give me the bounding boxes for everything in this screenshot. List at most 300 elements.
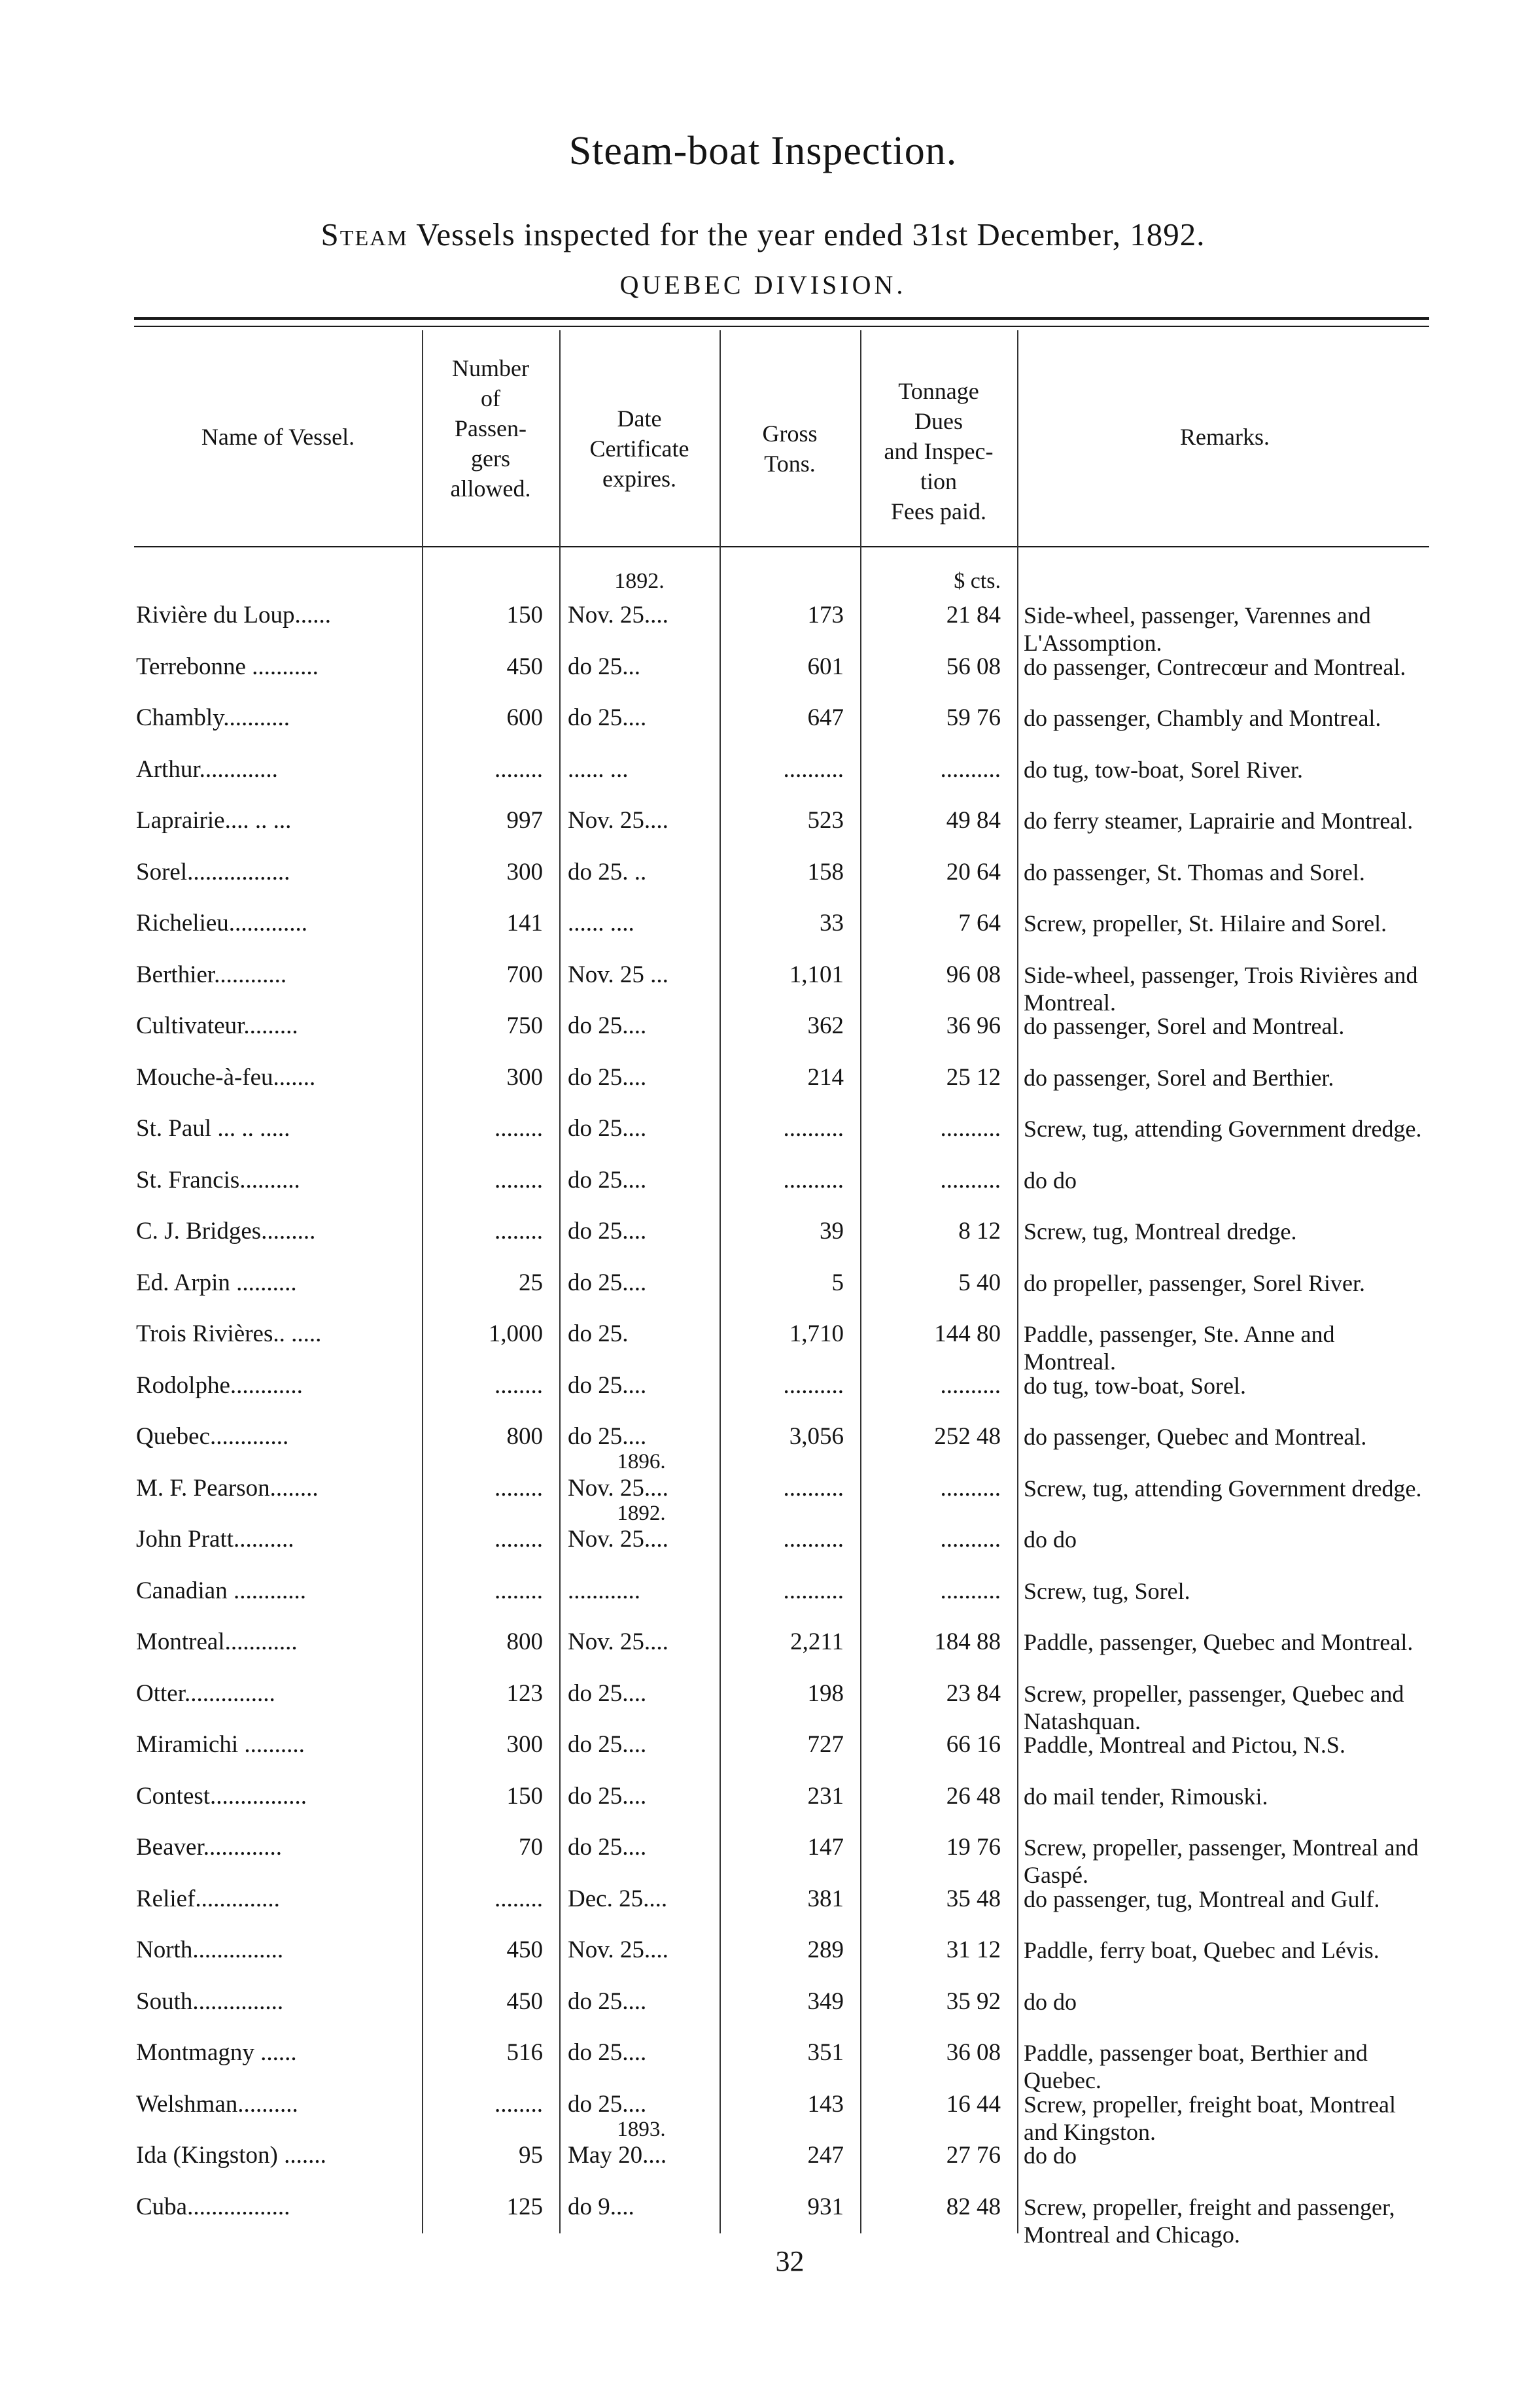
fees-paid-cell: [863, 1115, 1001, 1143]
remarks-cell-text: Side-wheel, passenger, Varennes and L'Assomption.: [1024, 602, 1371, 656]
vessel-name-cell-text: St. Paul ... .. .....: [136, 1115, 290, 1142]
certificate-date-cell: [568, 2142, 715, 2169]
vessel-name-cell: [136, 1372, 417, 1400]
remarks-cell: [1024, 756, 1429, 783]
table-row: [0, 756, 1526, 808]
vessel-name-cell: [136, 1680, 417, 1708]
vessel-name-cell: [136, 1526, 417, 1553]
table-row: [0, 704, 1526, 756]
certificate-date-cell-text: Nov. 25....: [568, 1628, 668, 1655]
vessel-name-cell-text: Sorel.................: [136, 858, 290, 886]
table-row: [0, 1577, 1526, 1629]
fees-paid-cell: [863, 1167, 1001, 1194]
vessel-name-cell: [136, 602, 417, 629]
fees-paid-cell: [863, 1218, 1001, 1245]
remarks-cell: [1024, 602, 1429, 657]
vessel-name-cell-text: Welshman..........: [136, 2090, 298, 2118]
remarks-cell-text: Screw, tug, attending Government dredge.: [1024, 1116, 1422, 1142]
fees-paid-cell-text: 35 92: [946, 1987, 1001, 2015]
passengers-cell: [425, 1012, 543, 1040]
certificate-year-label: 1892.: [617, 1501, 666, 1525]
gross-tons-cell: [723, 859, 844, 886]
passengers-cell-text: 750: [506, 1012, 543, 1039]
remarks-cell-text: Screw, tug, attending Government dredge.: [1024, 1475, 1422, 1502]
fees-paid-cell-text: 56 08: [946, 653, 1001, 680]
gross-tons-cell-text: 523: [807, 807, 844, 834]
table-row: [0, 1526, 1526, 1577]
table-row: [0, 1012, 1526, 1064]
remarks-cell: [1024, 1885, 1429, 1913]
vessel-name-cell: [136, 1167, 417, 1194]
fees-paid-cell-text: 21 84: [946, 602, 1001, 628]
table-row: [0, 1936, 1526, 1988]
vessel-name-cell: [136, 756, 417, 783]
certificate-date-cell-text: do 25....: [568, 1731, 647, 1758]
certificate-year-label: 1893.: [617, 2117, 666, 2141]
fees-paid-cell-text: 184 88: [934, 1628, 1001, 1655]
certificate-date-cell: [568, 1115, 715, 1143]
vessel-name-cell-text: St. Francis..........: [136, 1166, 300, 1194]
fees-paid-cell: [863, 2193, 1001, 2221]
gross-tons-cell: [723, 1988, 844, 2016]
remarks-cell-text: Paddle, Montreal and Pictou, N.S.: [1024, 1732, 1345, 1758]
vessel-name-cell: [136, 1475, 417, 1502]
certificate-date-cell-text: do 25....: [568, 1063, 647, 1091]
certificate-date-cell: [568, 756, 715, 783]
vessel-name-cell: [136, 1064, 417, 1092]
table-row: [0, 1834, 1526, 1888]
gross-tons-cell-text: 349: [807, 1987, 844, 2015]
fees-paid-cell: [863, 910, 1001, 937]
fees-paid-cell: [863, 1475, 1001, 1502]
vessel-name-cell-text: Beaver.............: [136, 1834, 282, 1861]
remarks-cell: [1024, 961, 1429, 1016]
remarks-cell: [1024, 653, 1429, 681]
passengers-cell: [425, 1628, 543, 1656]
certificate-date-cell-text: ............: [568, 1577, 640, 1604]
fees-paid-cell: [863, 653, 1001, 681]
gross-tons-cell-text: 1,710: [789, 1320, 844, 1347]
remarks-cell-text: Screw, tug, Montreal dredge.: [1024, 1218, 1297, 1245]
remarks-cell-text: do passenger, Chambly and Montreal.: [1024, 705, 1381, 731]
passengers-cell: [425, 1115, 543, 1143]
gross-tons-cell: [723, 1783, 844, 1810]
certificate-date-cell: [568, 704, 715, 732]
vessel-name-cell-text: Contest................: [136, 1782, 307, 1810]
certificate-date-cell-text: do 25...: [568, 653, 640, 680]
remarks-cell-text: Paddle, passenger boat, Berthier and Quebec.: [1024, 2040, 1368, 2093]
remarks-cell: [1024, 1680, 1429, 1735]
passengers-cell-text: 1,000: [488, 1320, 543, 1347]
remarks-cell-text: Screw, propeller, passenger, Quebec and Natashquan.: [1024, 1680, 1404, 1734]
passengers-cell-text: ........: [494, 1218, 543, 1245]
passengers-cell: [425, 1269, 543, 1297]
passengers-cell-text: 450: [506, 653, 543, 680]
passengers-cell-text: 125: [506, 2193, 543, 2220]
gross-tons-cell: [723, 1218, 844, 1245]
remarks-cell-text: Paddle, ferry boat, Quebec and Lévis.: [1024, 1937, 1379, 1963]
remarks-cell: [1024, 1423, 1429, 1451]
page-number: 32: [775, 2245, 805, 2277]
passengers-cell: [425, 1320, 543, 1348]
passengers-cell-text: 123: [506, 1679, 543, 1707]
table-row: [0, 1115, 1526, 1167]
table-row: [0, 1885, 1526, 1937]
vessel-name-cell: [136, 653, 417, 681]
top-rule-thin: [134, 326, 1429, 327]
gross-tons-cell-text: 247: [807, 2142, 844, 2169]
remarks-cell-text: Screw, propeller, freight and passenger, Montreal and Chicago.: [1024, 2193, 1395, 2248]
vessel-name-cell: [136, 1320, 417, 1348]
gross-tons-cell: [723, 1526, 844, 1553]
certificate-date-cell-text: do 25....: [568, 1166, 647, 1194]
fees-paid-cell: [863, 1834, 1001, 1861]
passengers-cell-text: 70: [519, 1834, 543, 1861]
fees-paid-cell-text: ..........: [940, 1371, 1001, 1399]
fees-paid-cell: [863, 859, 1001, 886]
certificate-date-cell-text: do 25....: [568, 1987, 647, 2015]
fees-paid-cell-text: ..........: [940, 1474, 1001, 1502]
passengers-cell: [425, 2039, 543, 2067]
passengers-cell-text: 95: [519, 2142, 543, 2169]
passengers-cell-text: ........: [494, 755, 543, 783]
gross-tons-cell: [723, 653, 844, 681]
remarks-cell: [1024, 1064, 1429, 1092]
vessel-name-cell-text: Ed. Arpin ..........: [136, 1269, 297, 1296]
fees-paid-cell: [863, 2142, 1001, 2169]
gross-tons-cell-text: 2,211: [790, 1628, 844, 1655]
passengers-cell-text: 25: [519, 1269, 543, 1296]
table-row: [0, 1988, 1526, 2040]
passengers-cell: [425, 1167, 543, 1194]
passengers-cell-text: 300: [506, 1731, 543, 1758]
gross-tons-cell-text: 33: [820, 910, 844, 937]
remarks-cell: [1024, 2091, 1429, 2146]
remarks-cell-text: do mail tender, Rimouski.: [1024, 1783, 1268, 1810]
subtitle-rest: Vessels inspected for the year ended 31st December, 1892.: [408, 216, 1205, 252]
gross-tons-cell: [723, 602, 844, 629]
certificate-date-cell-text: do 9....: [568, 2193, 634, 2220]
year-label: 1892.: [614, 569, 665, 593]
fees-paid-cell-text: 144 80: [934, 1320, 1001, 1347]
gross-tons-cell-text: 351: [807, 2039, 844, 2066]
gross-tons-cell: [723, 1012, 844, 1040]
vessel-name-cell: [136, 1628, 417, 1656]
passengers-cell-text: ........: [494, 2090, 543, 2118]
vessel-name-cell: [136, 2091, 417, 2118]
fees-paid-cell-text: 8 12: [958, 1218, 1001, 1245]
vessel-name-cell-text: Richelieu.............: [136, 910, 308, 937]
gross-tons-cell: [723, 2142, 844, 2169]
passengers-cell: [425, 653, 543, 681]
certificate-date-cell-text: ...... ....: [568, 910, 634, 937]
gross-tons-cell-text: 931: [807, 2193, 844, 2220]
passengers-cell: [425, 2091, 543, 2118]
remarks-cell-text: Paddle, passenger, Quebec and Montreal.: [1024, 1629, 1413, 1655]
remarks-cell: [1024, 2193, 1429, 2248]
remarks-cell-text: do do: [1024, 2142, 1077, 2169]
gross-tons-cell: [723, 1628, 844, 1656]
table-row: [0, 1783, 1526, 1834]
gross-tons-cell: [723, 1320, 844, 1348]
vessel-name-cell-text: Montreal............: [136, 1628, 298, 1655]
passengers-cell: [425, 1834, 543, 1861]
gross-tons-cell: [723, 2039, 844, 2067]
header-passengers: Number of Passen- gers allowed.: [450, 355, 531, 502]
table-row: [0, 602, 1526, 656]
remarks-cell-text: Paddle, passenger, Ste. Anne and Montreal.: [1024, 1321, 1335, 1375]
remarks-cell: [1024, 1269, 1429, 1297]
fees-paid-cell: [863, 756, 1001, 783]
certificate-date-cell: [568, 910, 715, 937]
remarks-cell: [1024, 704, 1429, 732]
remarks-cell-text: do passenger, Contrecœur and Montreal.: [1024, 653, 1406, 680]
remarks-cell: [1024, 2039, 1429, 2094]
gross-tons-cell-text: 198: [807, 1679, 844, 1707]
certificate-date-cell: [568, 653, 715, 681]
passengers-cell-text: 450: [506, 1987, 543, 2015]
vessel-name-cell-text: Quebec.............: [136, 1423, 289, 1450]
vessel-name-cell-text: Montmagny ......: [136, 2039, 297, 2066]
passengers-cell: [425, 2142, 543, 2169]
table-row: [0, 1475, 1526, 1526]
header-name-of-vessel: Name of Vessel.: [201, 424, 355, 450]
remarks-cell-text: Screw, propeller, freight boat, Montreal and Kingston.: [1024, 2091, 1396, 2145]
fees-paid-cell: [863, 961, 1001, 989]
fees-paid-cell: [863, 704, 1001, 732]
remarks-cell-text: do ferry steamer, Laprairie and Montreal.: [1024, 808, 1413, 834]
gross-tons-cell-text: ..........: [783, 1474, 844, 1502]
gross-tons-cell-text: 289: [807, 1936, 844, 1963]
gross-tons-cell: [723, 2193, 844, 2221]
table-row: [0, 910, 1526, 961]
certificate-date-cell: [568, 1423, 715, 1473]
fees-paid-cell: [863, 1628, 1001, 1656]
passengers-cell: [425, 807, 543, 834]
gross-tons-cell: [723, 1577, 844, 1605]
certificate-date-cell: [568, 1577, 715, 1605]
certificate-date-cell: [568, 1320, 715, 1348]
fees-paid-cell-text: 35 48: [946, 1885, 1001, 1912]
vessel-name-cell: [136, 704, 417, 732]
certificate-date-cell: [568, 1988, 715, 2016]
gross-tons-cell: [723, 1115, 844, 1143]
remarks-cell-text: Screw, propeller, passenger, Montreal and Gaspé.: [1024, 1834, 1419, 1888]
fees-paid-cell-text: 26 48: [946, 1782, 1001, 1810]
remarks-cell: [1024, 1167, 1429, 1194]
remarks-cell-text: do propeller, passenger, Sorel River.: [1024, 1269, 1365, 1296]
vessel-name-cell: [136, 1988, 417, 2016]
gross-tons-cell-text: 362: [807, 1012, 844, 1039]
table-row: [0, 1628, 1526, 1680]
gross-tons-cell-text: ..........: [783, 1526, 844, 1553]
remarks-cell: [1024, 1372, 1429, 1400]
gross-tons-cell-text: ..........: [783, 1166, 844, 1194]
certificate-date-cell-text: do 25....: [568, 1834, 647, 1861]
remarks-cell-text: do passenger, Sorel and Berthier.: [1024, 1064, 1334, 1091]
table-row: [0, 1320, 1526, 1375]
certificate-date-cell: [568, 1372, 715, 1400]
passengers-cell-text: 800: [506, 1628, 543, 1655]
gross-tons-cell: [723, 1064, 844, 1092]
header-rule: [134, 546, 1429, 547]
passengers-cell: [425, 1526, 543, 1553]
fees-paid-cell: [863, 1423, 1001, 1451]
remarks-cell: [1024, 1988, 1429, 2016]
gross-tons-cell-text: 39: [820, 1218, 844, 1245]
gross-tons-cell: [723, 1680, 844, 1708]
fees-paid-cell: [863, 2091, 1001, 2118]
certificate-date-cell-text: do 25....: [568, 1269, 647, 1296]
table-row: [0, 2142, 1526, 2193]
fees-paid-cell-text: 49 84: [946, 807, 1001, 834]
table-row: [0, 1269, 1526, 1321]
remarks-cell: [1024, 1577, 1429, 1605]
gross-tons-cell-text: ..........: [783, 755, 844, 783]
vessel-name-cell-text: Relief..............: [136, 1885, 280, 1912]
passengers-cell-text: ........: [494, 1371, 543, 1399]
remarks-cell-text: Side-wheel, passenger, Trois Rivières and Montreal.: [1024, 961, 1418, 1016]
passengers-cell: [425, 1475, 543, 1502]
vessel-name-cell-text: Ida (Kingston) .......: [136, 2142, 326, 2169]
gross-tons-cell: [723, 910, 844, 937]
fees-paid-cell-text: 25 12: [946, 1063, 1001, 1091]
vessel-name-cell-text: C. J. Bridges.........: [136, 1218, 316, 1245]
remarks-cell-text: do do: [1024, 1526, 1077, 1553]
passengers-cell: [425, 602, 543, 629]
fees-paid-cell: [863, 2039, 1001, 2067]
gross-tons-cell-text: 727: [807, 1731, 844, 1758]
remarks-cell: [1024, 1115, 1429, 1143]
fees-paid-cell-text: 36 08: [946, 2039, 1001, 2066]
fees-paid-cell-text: 36 96: [946, 1012, 1001, 1039]
gross-tons-cell: [723, 1475, 844, 1502]
gross-tons-cell-text: 381: [807, 1885, 844, 1912]
vessel-name-cell-text: Cultivateur.........: [136, 1012, 298, 1039]
certificate-date-cell-text: do 25. ..: [568, 858, 647, 886]
table-row: [0, 2039, 1526, 2091]
vessel-name-cell-text: Mouche-à-feu.......: [136, 1063, 316, 1091]
passengers-cell-text: 600: [506, 704, 543, 731]
gross-tons-cell: [723, 807, 844, 834]
passengers-cell-text: 516: [506, 2039, 543, 2066]
passengers-cell-text: ........: [494, 1526, 543, 1553]
gross-tons-cell: [723, 1885, 844, 1913]
subtitle-lead: Steam: [321, 216, 409, 252]
passengers-cell: [425, 910, 543, 937]
table-row: [0, 859, 1526, 910]
certificate-date-cell: [568, 859, 715, 886]
gross-tons-cell: [723, 1423, 844, 1451]
gross-tons-cell: [723, 1167, 844, 1194]
certificate-date-cell-text: May 20....: [568, 2142, 667, 2169]
passengers-cell-text: ........: [494, 1474, 543, 1502]
gross-tons-cell: [723, 1269, 844, 1297]
table-row: [0, 1731, 1526, 1783]
gross-tons-cell: [723, 1372, 844, 1400]
certificate-date-cell: [568, 1783, 715, 1810]
table-row: [0, 2090, 1526, 2145]
remarks-cell: [1024, 2142, 1429, 2169]
remarks-cell: [1024, 1012, 1429, 1040]
passengers-cell-text: 300: [506, 858, 543, 886]
fees-paid-cell-text: 252 48: [934, 1423, 1001, 1450]
certificate-date-cell-text: do 25....: [568, 704, 647, 731]
remarks-cell-text: do passenger, Sorel and Montreal.: [1024, 1013, 1345, 1039]
vessel-name-cell: [136, 807, 417, 834]
vessel-name-cell: [136, 1936, 417, 1964]
fees-paid-cell: [863, 1731, 1001, 1759]
passengers-cell: [425, 1988, 543, 2016]
gross-tons-cell: [723, 2091, 844, 2118]
gross-tons-cell-text: 647: [807, 704, 844, 731]
passengers-cell: [425, 1731, 543, 1759]
gross-tons-cell-text: 5: [831, 1269, 844, 1296]
table-row: [0, 2193, 1526, 2248]
fees-paid-cell: [863, 1577, 1001, 1605]
table-row: [0, 961, 1526, 1016]
fees-paid-cell: [863, 1936, 1001, 1964]
vessel-name-cell: [136, 961, 417, 989]
vessel-table-body: [0, 602, 1526, 2248]
passengers-cell-text: 141: [506, 910, 543, 937]
certificate-date-cell-text: ...... ...: [568, 755, 629, 783]
certificate-date-cell-text: do 25....: [568, 2039, 647, 2066]
header-tonnage-dues: Tonnage Dues and Inspec- tion Fees paid.: [884, 378, 994, 525]
vessel-name-cell-text: Miramichi ..........: [136, 1731, 305, 1758]
certificate-date-cell-text: Nov. 25....: [568, 1936, 668, 1963]
fees-paid-cell-text: 27 76: [946, 2142, 1001, 2169]
certificate-date-cell: [568, 1475, 715, 1524]
currency-label: $ cts.: [954, 569, 1001, 593]
passengers-cell: [425, 2193, 543, 2221]
passengers-cell-text: 800: [506, 1423, 543, 1450]
certificate-date-cell-text: do 25....: [568, 1679, 647, 1707]
fees-paid-cell-text: ..........: [940, 755, 1001, 783]
remarks-cell: [1024, 1783, 1429, 1810]
gross-tons-cell: [723, 1731, 844, 1759]
passengers-cell-text: ........: [494, 1166, 543, 1194]
table-row: [0, 1167, 1526, 1218]
remarks-cell-text: do tug, tow-boat, Sorel River.: [1024, 756, 1303, 783]
certificate-date-cell: [568, 1269, 715, 1297]
fees-paid-cell: [863, 1269, 1001, 1297]
vessel-name-cell-text: Arthur.............: [136, 755, 278, 783]
passengers-cell: [425, 1680, 543, 1708]
fees-paid-cell-text: 20 64: [946, 858, 1001, 886]
table-row: [0, 1680, 1526, 1732]
passengers-cell: [425, 1936, 543, 1964]
fees-paid-cell-text: 96 08: [946, 961, 1001, 988]
fees-paid-cell-text: 5 40: [958, 1269, 1001, 1296]
header-remarks: Remarks.: [1180, 424, 1270, 450]
passengers-cell-text: 997: [506, 807, 543, 834]
vessel-name-cell: [136, 2142, 417, 2169]
remarks-cell-text: Screw, propeller, St. Hilaire and Sorel.: [1024, 910, 1387, 937]
certificate-date-cell-text: Nov. 25 ...: [568, 961, 668, 988]
table-row: [0, 1372, 1526, 1424]
vessel-name-cell: [136, 1885, 417, 1913]
vessel-name-cell: [136, 1269, 417, 1297]
gross-tons-cell-text: 158: [807, 858, 844, 886]
gross-tons-cell-text: 3,056: [789, 1423, 844, 1450]
vessel-name-cell-text: Laprairie.... .. ...: [136, 807, 292, 834]
remarks-cell: [1024, 1218, 1429, 1245]
certificate-date-cell-text: do 25....: [568, 1782, 647, 1810]
gross-tons-cell: [723, 756, 844, 783]
vessel-name-cell: [136, 1423, 417, 1451]
gross-tons-cell-text: ..........: [783, 1371, 844, 1399]
